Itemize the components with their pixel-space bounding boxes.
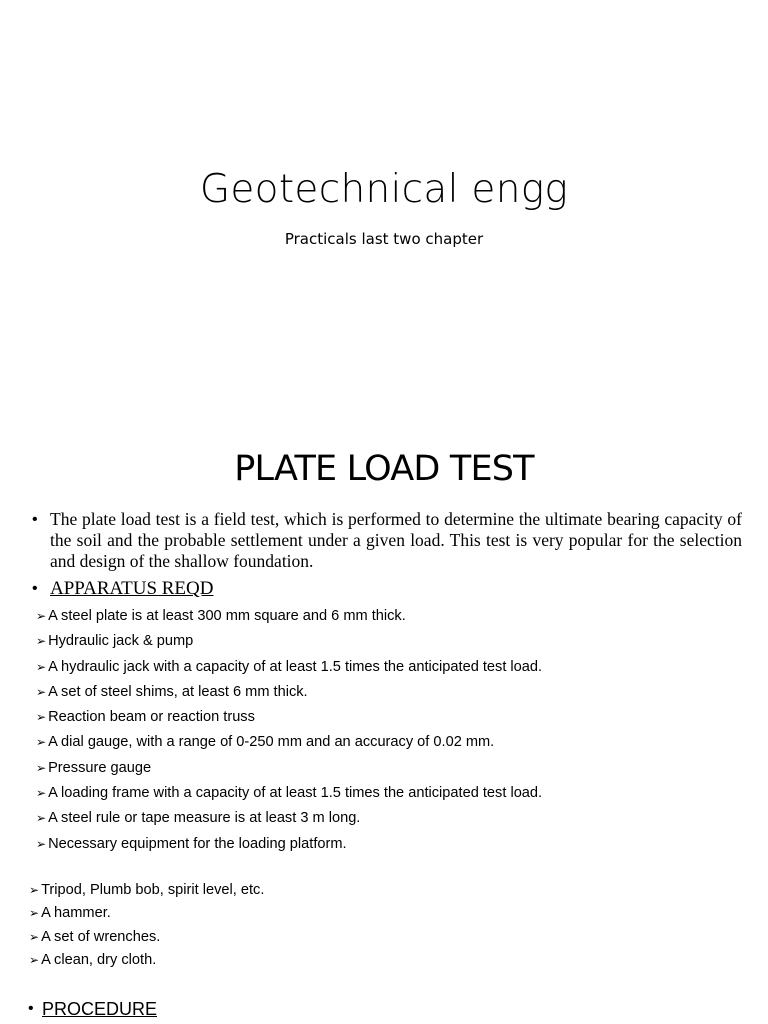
arrow-bullet-icon: ➢	[36, 760, 47, 775]
procedure-heading	[28, 997, 157, 1021]
arrow-bullet-icon: ➢	[36, 684, 47, 699]
list-item	[36, 604, 542, 629]
list-item	[36, 781, 542, 806]
procedure-heading-label: PROCEDURE	[42, 999, 158, 1019]
document-title: Geotechnical engg	[199, 167, 569, 212]
list-item-text: A set of wrenches.	[41, 928, 161, 945]
list-item-text: Hydraulic jack & pump	[48, 633, 194, 650]
additional-equipment-list	[29, 879, 264, 973]
arrow-bullet-icon: ➢	[29, 906, 40, 921]
bullet-icon: •	[32, 511, 38, 528]
list-item	[29, 926, 264, 949]
list-item-text: Necessary equipment for the loading platform.	[48, 835, 347, 852]
list-item	[36, 705, 542, 730]
bullet-icon: •	[28, 1000, 34, 1017]
apparatus-heading	[32, 577, 214, 601]
section-title: PLATE LOAD TEST	[234, 449, 534, 489]
list-item-text: Reaction beam or reaction truss	[48, 709, 255, 726]
list-item	[36, 832, 542, 857]
intro-paragraph: The plate load test is a field test, which is performed to determine the ultimate bearing capacity of the soil and the probable settlement under a given load. This test is very popular for the selection and design of the shallow foundation.	[50, 509, 742, 571]
list-item	[29, 902, 264, 925]
arrow-bullet-icon: ➢	[36, 609, 47, 623]
list-item-text: A hammer.	[41, 905, 111, 922]
arrow-bullet-icon: ➢	[36, 836, 47, 851]
list-item-text: A steel plate is at least 300 mm square and 6 mm thick.	[48, 608, 406, 624]
list-item	[29, 949, 264, 972]
document-subtitle: Practicals last two chapter	[284, 230, 484, 248]
list-item	[36, 806, 542, 831]
arrow-bullet-icon: ➢	[36, 710, 47, 725]
arrow-bullet-icon: ➢	[36, 634, 47, 649]
list-item	[36, 680, 542, 705]
list-item-text: A steel rule or tape measure is at least 3 m long.	[48, 810, 361, 827]
list-item-text: Tripod, Plumb bob, spirit level, etc.	[41, 882, 265, 898]
arrow-bullet-icon: ➢	[29, 953, 40, 968]
list-item	[36, 756, 542, 781]
list-item	[36, 730, 542, 755]
list-item-text: A dial gauge, with a range of 0-250 mm and an accuracy of 0.02 mm.	[48, 734, 495, 751]
intro-bullet	[32, 509, 742, 572]
list-item-text: A set of steel shims, at least 6 mm thick.	[48, 683, 308, 700]
list-item	[36, 655, 542, 680]
list-item-text: A hydraulic jack with a capacity of at least 1.5 times the anticipated test load.	[48, 658, 543, 675]
apparatus-heading-label: APPARATUS REQD	[50, 578, 214, 599]
list-item	[36, 629, 542, 654]
apparatus-list	[36, 604, 542, 857]
arrow-bullet-icon: ➢	[29, 929, 40, 944]
list-item-text: Pressure gauge	[48, 759, 152, 776]
list-item-text: A loading frame with a capacity of at least 1.5 times the anticipated test load.	[48, 785, 543, 802]
list-item	[29, 879, 264, 902]
arrow-bullet-icon: ➢	[36, 659, 47, 674]
arrow-bullet-icon: ➢	[36, 786, 47, 801]
list-item-text: A clean, dry cloth.	[41, 952, 157, 969]
arrow-bullet-icon: ➢	[36, 811, 47, 826]
bullet-icon: •	[32, 580, 38, 597]
arrow-bullet-icon: ➢	[36, 735, 47, 750]
arrow-bullet-icon: ➢	[29, 883, 40, 897]
